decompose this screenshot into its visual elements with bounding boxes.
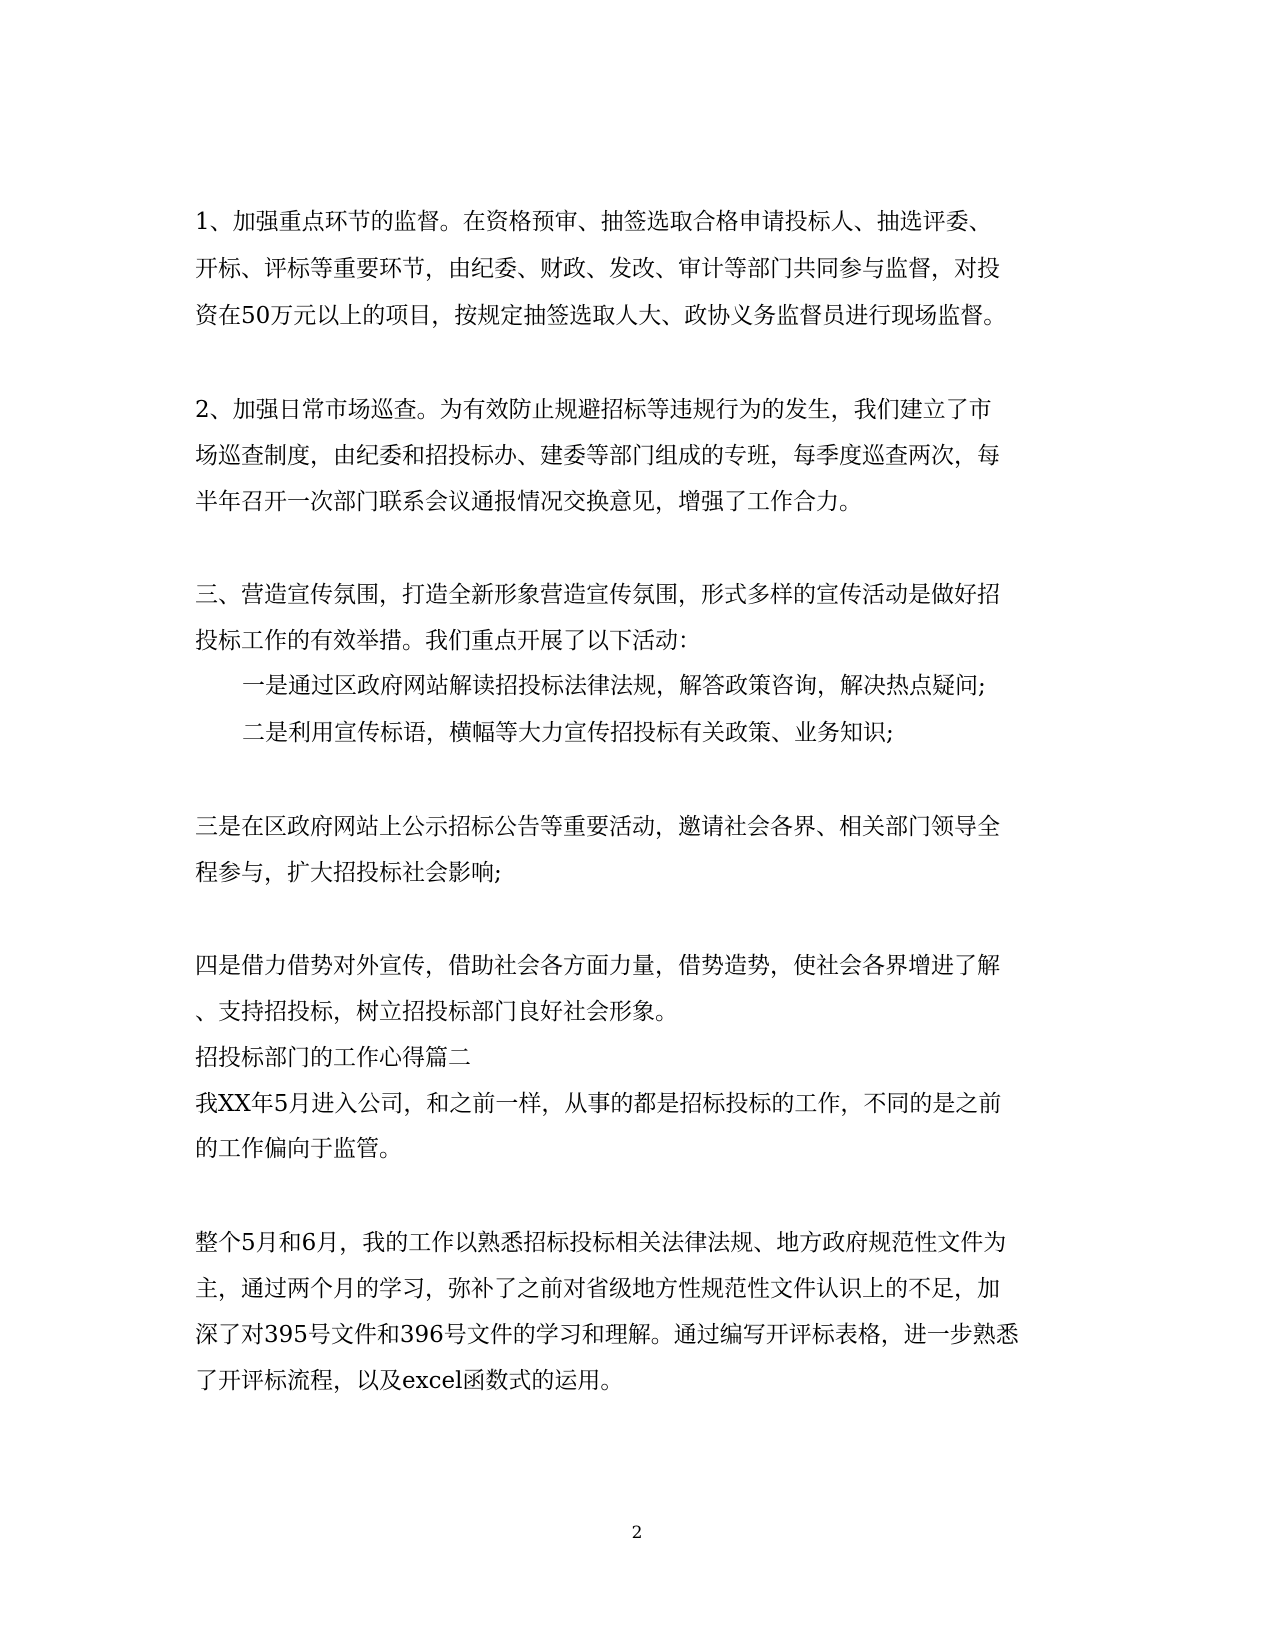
paragraph-3-line-3: 一是通过区政府网站解读招投标法律法规，解答政策咨询，解决热点疑问; (242, 673, 986, 699)
paragraph-2-line-2: 场巡查制度，由纪委和招投标办、建委等部门组成的专班，每季度巡查两次，每 (195, 443, 1000, 469)
paragraph-4-line-1: 三是在区政府网站上公示招标公告等重要活动，邀请社会各界、相关部门领导全 (195, 814, 1000, 840)
paragraph-2-line-3: 半年召开一次部门联系会议通报情况交换意见，增强了工作合力。 (195, 489, 862, 515)
page-number: 2 (631, 1523, 643, 1543)
paragraph-6-line-2: 主，通过两个月的学习，弥补了之前对省级地方性规范性文件认识上的不足，加 (195, 1276, 1000, 1302)
paragraph-6-line-3: 深了对395号文件和396号文件的学习和理解。通过编写开评标表格，进一步熟悉 (195, 1322, 1019, 1348)
paragraph-1-line-2: 开标、评标等重要环节，由纪委、财政、发改、审计等部门共同参与监督，对投 (195, 256, 1000, 282)
paragraph-5-line-1: 四是借力借势对外宣传，借助社会各方面力量，借势造势，使社会各界增进了解 (195, 953, 1000, 979)
paragraph-5-line-2: 、支持招投标，树立招投标部门良好社会形象。 (195, 999, 678, 1025)
paragraph-5-line-4: 我XX年5月进入公司，和之前一样，从事的都是招标投标的工作，不同的是之前 (195, 1091, 1002, 1117)
paragraph-1-line-1: 1、加强重点环节的监督。在资格预审、抽签选取合格申请投标人、抽选评委、 (195, 209, 992, 235)
paragraph-2-line-1: 2、加强日常市场巡查。为有效防止规避招标等违规行为的发生，我们建立了市 (195, 397, 992, 423)
paragraph-5-line-5: 的工作偏向于监管。 (195, 1136, 402, 1162)
paragraph-6-line-4: 了开评标流程，以及excel函数式的运用。 (195, 1368, 624, 1394)
section-heading: 招投标部门的工作心得篇二 (195, 1045, 471, 1071)
paragraph-3-line-2: 投标工作的有效举措。我们重点开展了以下活动： (195, 628, 701, 654)
paragraph-4-line-2: 程参与，扩大招投标社会影响; (195, 860, 502, 886)
paragraph-1-line-3: 资在50万元以上的项目，按规定抽签选取人大、政协义务监督员进行现场监督。 (195, 303, 1007, 329)
paragraph-3-line-1: 三、营造宣传氛围，打造全新形象营造宣传氛围，形式多样的宣传活动是做好招 (195, 582, 1000, 608)
paragraph-6-line-1: 整个5月和6月，我的工作以熟悉招标投标相关法律法规、地方政府规范性文件为 (195, 1230, 1007, 1256)
paragraph-3-line-4: 二是利用宣传标语，横幅等大力宣传招投标有关政策、业务知识; (242, 720, 894, 746)
